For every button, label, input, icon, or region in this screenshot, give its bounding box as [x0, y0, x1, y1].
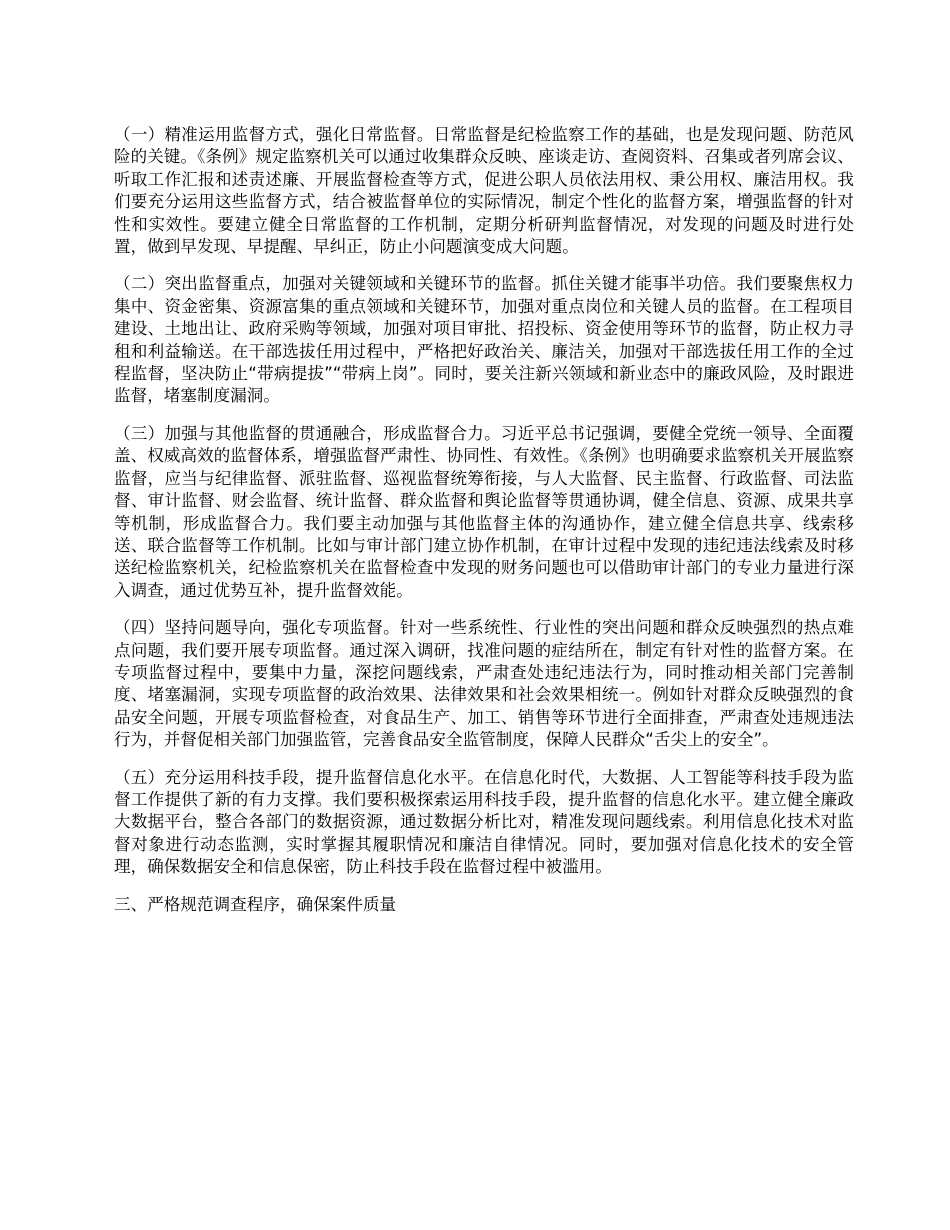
document-page	[114, 124, 854, 916]
paragraph-1: （一）精准运用监督方式，强化日常监督。日常监督是纪检监察工作的基础，也是发现问题、防范风险的关键。《条例》规定监察机关可以通过收集群众反映、座谈走访、查阅资料、召集或者列席会议、听取工作汇报和述责述廉、开展监督检查等方式，促进公职人员依法用权、秉公用权、廉洁用权。我们要充分运用这些监督方式，结合被监督单位的实际情况，制定个性化的监督方案，增强监督的针对性和实效性。要建立健全日常监督的工作机制，定期分析研判监督情况，对发现的问题及时进行处置，做到早发现、早提醒、早纠正，防止小问题演变成大问题。	[114, 125, 854, 257]
paragraph-2: （二）突出监督重点，加强对关键领域和关键环节的监督。抓住关键才能事半功倍。我们要聚焦权力集中、资金密集、资源富集的重点领域和关键环节，加强对重点岗位和关键人员的监督。在工程项目建设、土地出让、政府采购等领域，加强对项目审批、招投标、资金使用等环节的监督，防止权力寻租和利益输送。在干部选拔任用过程中，严格把好政治关、廉洁关，加强对干部选拔任用工作的全过程监督，坚决防止“带病提拔”“带病上岗”。同时，要关注新兴领域和新业态中的廉政风险，及时跟进监督，堵塞制度漏洞。	[114, 274, 854, 406]
paragraph-4: （四）坚持问题导向，强化专项监督。针对一些系统性、行业性的突出问题和群众反映强烈的热点难点问题，我们要开展专项监督。通过深入调研，找准问题的症结所在，制定有针对性的监督方案。在专项监督过程中，要集中力量，深挖问题线索，严肃查处违纪违法行为，同时推动相关部门完善制度、堵塞漏洞，实现专项监督的政治效果、法律效果和社会效果相统一。例如针对群众反映强烈的食品安全问题，开展专项监督检查，对食品生产、加工、销售等环节进行全面排查，严肃查处违规违法行为，并督促相关部门加强监管，完善食品安全监管制度，保障人民群众“舌尖上的安全”。	[114, 618, 854, 750]
section-heading: 三、严格规范调查程序，确保案件质量	[114, 894, 397, 914]
paragraph-3: （三）加强与其他监督的贯通融合，形成监督合力。习近平总书记强调，要健全党统一领导、全面覆盖、权威高效的监督体系，增强监督严肃性、协同性、有效性。《条例》也明确要求监察机关开展监察监督，应当与纪律监督、派驻监督、巡视监督统筹衔接，与人大监督、民主监督、行政监督、司法监督、审计监督、财会监督、统计监督、群众监督和舆论监督等贯通协调，健全信息、资源、成果共享等机制，形成监督合力。我们要主动加强与其他监督主体的沟通协作，建立健全信息共享、线索移送、联合监督等工作机制。比如与审计部门建立协作机制，在审计过程中发现的违纪违法线索及时移送纪检监察机关，纪检监察机关在监督检查中发现的财务问题也可以借助审计部门的专业力量进行深入调查，通过优势互补，提升监督效能。	[114, 423, 854, 600]
paragraph-5: （五）充分运用科技手段，提升监督信息化水平。在信息化时代，大数据、人工智能等科技手段为监督工作提供了新的有力支撑。我们要积极探索运用科技手段，提升监督的信息化水平。建立健全廉政大数据平台，整合各部门的数据资源，通过数据分析比对，精准发现问题线索。利用信息化技术对监督对象进行动态监测，实时掌握其履职情况和廉洁自律情况。同时，要加强对信息化技术的安全管理，确保数据安全和信息保密，防止科技手段在监督过程中被滥用。	[114, 767, 854, 877]
